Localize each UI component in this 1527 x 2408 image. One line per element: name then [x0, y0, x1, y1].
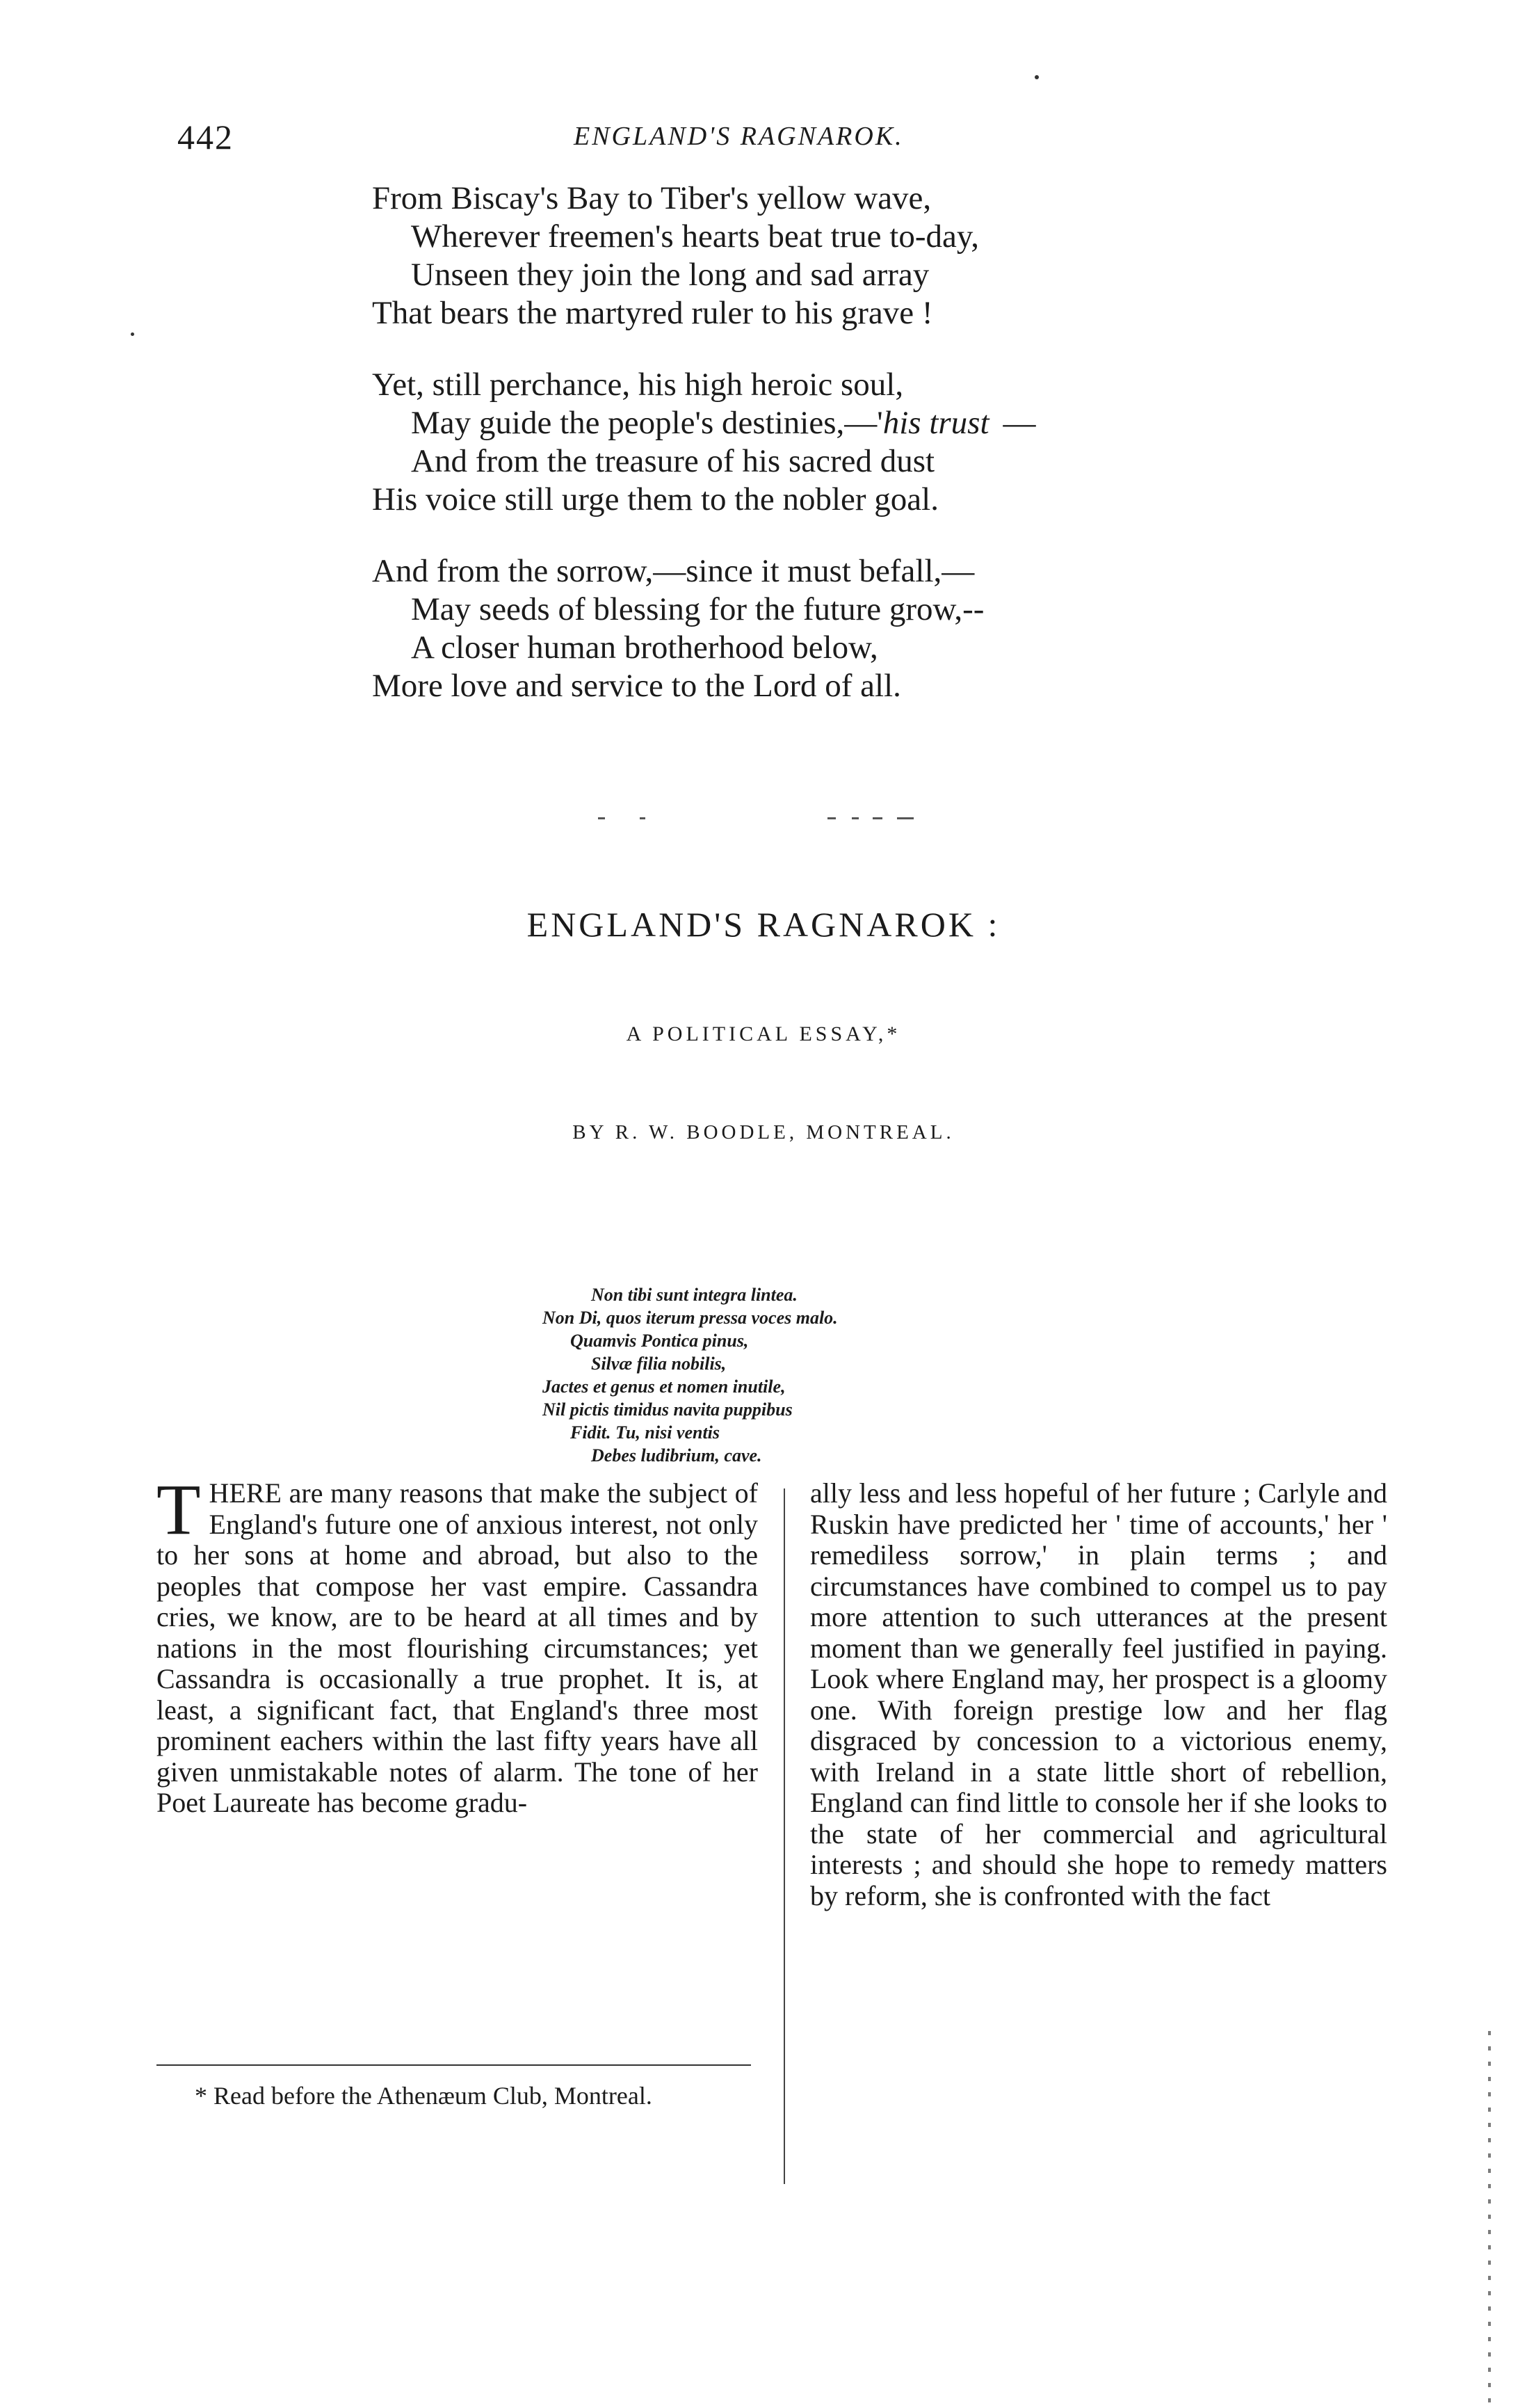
drop-cap: T: [156, 1470, 201, 1550]
poem-line: Yet, still perchance, his high heroic soul,: [372, 367, 904, 403]
print-speck: [1035, 75, 1039, 79]
epigraph-line: Quamvis Pontica pinus,: [570, 1331, 749, 1351]
epigraph-line: Non tibi sunt integra lintea.: [591, 1285, 798, 1305]
epigraph-line: Non Di, quos iterum pressa voces malo.: [542, 1308, 838, 1328]
poem-dash-tail: —: [1003, 405, 1036, 441]
right-column-text: ally less and less hopeful of her future ; Carlyle and Ruskin have predicted her ' time of accounts,' her ' remediless sorrow,' in plain terms ; and circumstances have combined to compel us to pay more attention to such utterances at the present moment than we generally feel justified in paying. Look where England may, her prospect is a gloomy one. With foreign prestige low and her flag disgraced by concession to a victorious enemy, with Ireland in a state little short of rebellion, England can find little to console her if she looks to the state of her commercial and agricultural interests ; and should she hope to remedy matters by reform, she is confronted with the fact: [810, 1477, 1387, 1911]
print-speck: [131, 332, 134, 336]
epigraph-line: Silvæ filia nobilis,: [591, 1354, 727, 1374]
epigraph-line: Nil pictis timidus navita puppibus: [542, 1399, 793, 1420]
footnote: * Read before the Athenæum Club, Montreal.: [195, 2082, 652, 2110]
poem-line: And from the treasure of his sacred dust: [411, 443, 935, 479]
left-column-text: HERE are many reasons that make the subject of England's future one of anxious interest, not only to her sons at home and abroad, but also to the peoples that compose her vast empire. Cassandra cries, we know, are to be heard at all times and by nations in the most flourishing circumstances; yet Cassandra is occasionally a true prophet. It is, at least, a significant fact, that England's three most prominent eachers within the last fifty years have all given unmistakable notes of alarm. The tone of her Poet Laureate has become gradu-: [156, 1477, 758, 1818]
epigraph-line: Debes ludibrium, cave.: [591, 1445, 762, 1466]
poem-line: From Biscay's Bay to Tiber's yellow wave,: [372, 180, 932, 216]
page-number: 442: [177, 118, 234, 156]
poem-stanza-1: [372, 179, 1206, 332]
poem-line: Unseen they join the long and sad array: [411, 257, 930, 293]
poem-line: A closer human brotherhood below,: [411, 629, 878, 666]
epigraph-line: Jactes et genus et nomen inutile,: [542, 1376, 786, 1397]
running-head: [177, 117, 984, 159]
column-divider: [784, 1488, 785, 2184]
poem-stanza-2: [372, 366, 1206, 519]
poem-line: His voice still urge them to the nobler goal.: [372, 481, 939, 517]
poem-line: That bears the martyred ruler to his grave !: [372, 295, 933, 331]
ornamental-rule: [598, 817, 932, 821]
poem-line: And from the sorrow,—since it must befall,—: [372, 553, 975, 589]
poem-line: May seeds of blessing for the future grow,--: [411, 591, 985, 627]
footnote-rule: [156, 2064, 751, 2066]
right-column: [810, 1478, 1387, 1911]
essay-subtitle: A POLITICAL ESSAY,*: [626, 1022, 901, 1045]
essay-byline: BY R. W. BOODLE, MONTREAL.: [572, 1121, 955, 1143]
epigraph: [542, 1283, 1099, 1467]
poem-line: Wherever freemen's hearts beat true to-day,: [411, 218, 980, 255]
poem: [372, 179, 1206, 739]
running-title: ENGLAND'S RAGNAROK.: [574, 122, 904, 151]
left-column: [156, 1470, 758, 1819]
page-edge-noise: [1488, 2031, 1491, 2407]
epigraph-line: Fidit. Tu, nisi ventis: [570, 1422, 720, 1443]
essay-title: ENGLAND'S RAGNAROK :: [526, 905, 1001, 944]
poem-line: [372, 404, 1206, 442]
poem-italic-fragment: his trust: [882, 405, 989, 441]
poem-line-text: May guide the people's destinies,—': [411, 405, 883, 441]
poem-line: More love and service to the Lord of all.: [372, 668, 901, 704]
poem-stanza-3: [372, 552, 1206, 705]
